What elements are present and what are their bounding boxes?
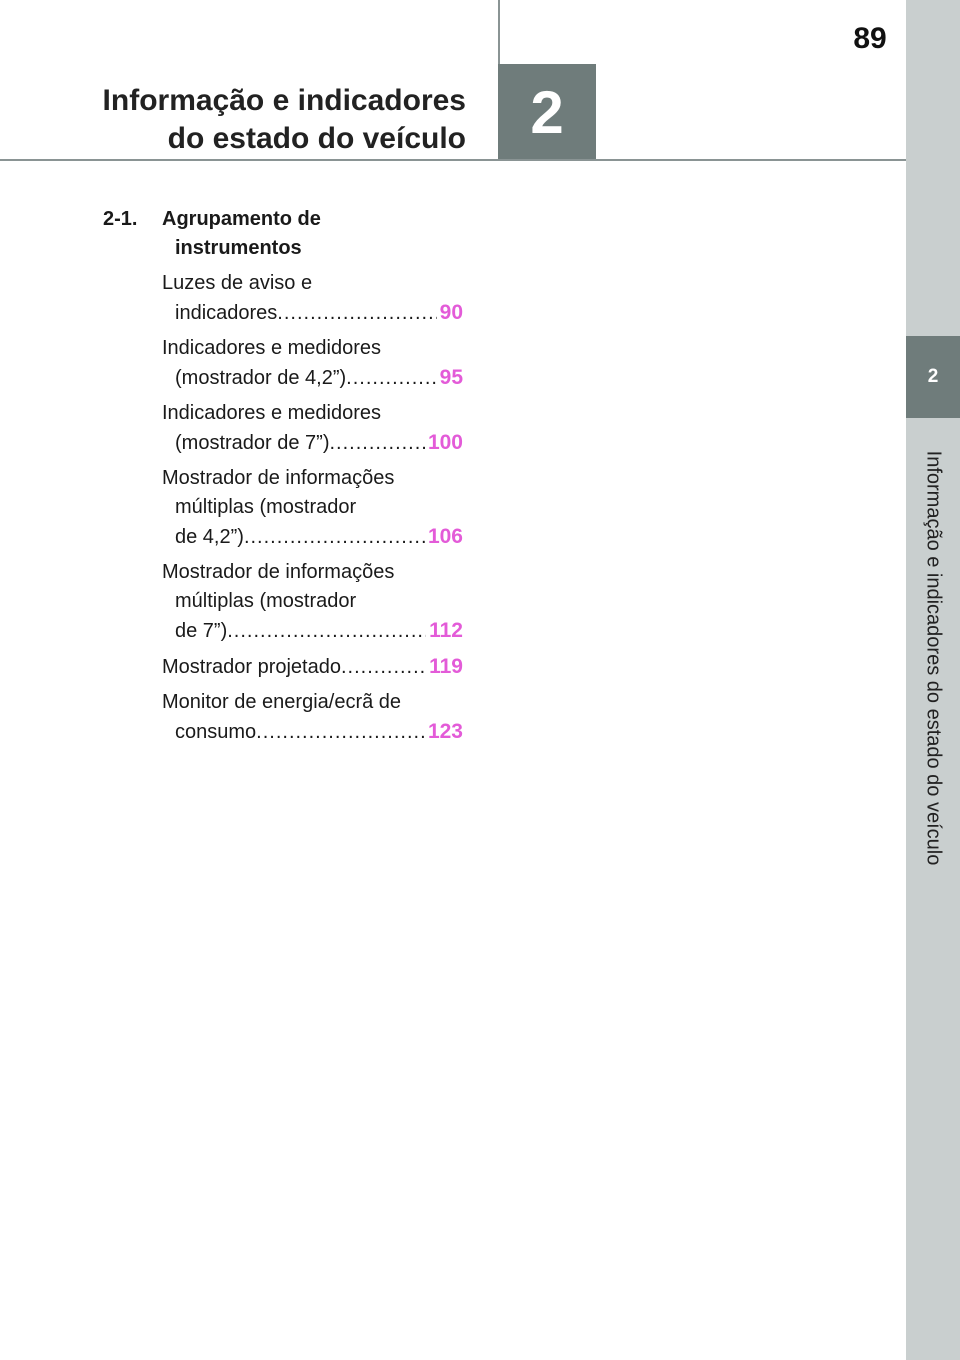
leader-dots bbox=[277, 299, 436, 328]
toc-entry[interactable] bbox=[162, 688, 463, 747]
chapter-side-tab[interactable] bbox=[906, 336, 960, 418]
toc-entry-line: Indicadores e medidores bbox=[162, 402, 382, 424]
side-tab-number: 2 bbox=[927, 366, 939, 387]
leader-dots bbox=[244, 523, 425, 552]
section-title-line-1: Agrupamento de bbox=[162, 208, 321, 230]
side-tab-label: Informação e indicadores do estado do veículo bbox=[922, 450, 945, 866]
toc-section-heading[interactable] bbox=[103, 205, 463, 263]
toc-entry-text: (mostrador de 7”) bbox=[175, 432, 330, 454]
chapter-title-line-1: Informação e indicadores bbox=[102, 84, 466, 117]
toc-entry-line: múltiplas (mostrador bbox=[175, 496, 357, 518]
page-reference[interactable]: 106 bbox=[427, 525, 463, 548]
section-title bbox=[162, 205, 321, 263]
toc-entry-text: Mostrador projetado bbox=[162, 656, 341, 678]
page-reference[interactable]: 90 bbox=[439, 301, 463, 324]
toc-entry[interactable] bbox=[162, 464, 463, 552]
leader-dots bbox=[256, 718, 425, 747]
page-reference[interactable]: 119 bbox=[429, 655, 463, 678]
section-title-line-2: instrumentos bbox=[175, 237, 302, 259]
toc-entry[interactable] bbox=[162, 558, 463, 646]
toc-entry[interactable] bbox=[162, 334, 463, 393]
page-number: 89 bbox=[853, 22, 887, 55]
toc-entry-line: Luzes de aviso e bbox=[162, 272, 313, 294]
leader-dots bbox=[346, 364, 436, 393]
table-of-contents bbox=[103, 205, 463, 753]
chapter-number: 2 bbox=[530, 78, 564, 146]
toc-entry-text: consumo bbox=[175, 721, 257, 743]
leader-dots bbox=[341, 653, 426, 682]
leader-dots bbox=[330, 429, 425, 458]
header-divider-vertical bbox=[498, 0, 500, 64]
chapter-title-line-2: do estado do veículo bbox=[167, 122, 466, 155]
header-divider-horizontal bbox=[0, 159, 906, 161]
leader-dots bbox=[227, 617, 426, 646]
toc-entry-text: (mostrador de 4,2”) bbox=[175, 367, 347, 389]
toc-entry-text: indicadores bbox=[175, 302, 278, 324]
toc-entry-line: Mostrador de informações bbox=[162, 467, 395, 489]
page-reference[interactable]: 100 bbox=[427, 431, 463, 454]
chapter-title bbox=[103, 82, 466, 158]
page-reference[interactable]: 123 bbox=[427, 720, 463, 743]
toc-entry[interactable] bbox=[162, 399, 463, 458]
page-reference[interactable]: 112 bbox=[429, 619, 463, 642]
toc-entry-text: de 4,2”) bbox=[175, 526, 244, 548]
toc-entry-text: de 7”) bbox=[175, 620, 228, 642]
toc-entry-line: Monitor de energia/ecrã de bbox=[162, 691, 402, 713]
toc-entry-line: Mostrador de informações bbox=[162, 561, 395, 583]
toc-entry-line: Indicadores e medidores bbox=[162, 337, 382, 359]
page-reference[interactable]: 95 bbox=[439, 366, 463, 389]
chapter-number-box bbox=[498, 64, 596, 160]
section-number: 2-1. bbox=[103, 208, 138, 230]
toc-entry[interactable] bbox=[162, 269, 463, 328]
toc-entry-line: múltiplas (mostrador bbox=[175, 590, 357, 612]
toc-entry[interactable] bbox=[162, 652, 463, 682]
